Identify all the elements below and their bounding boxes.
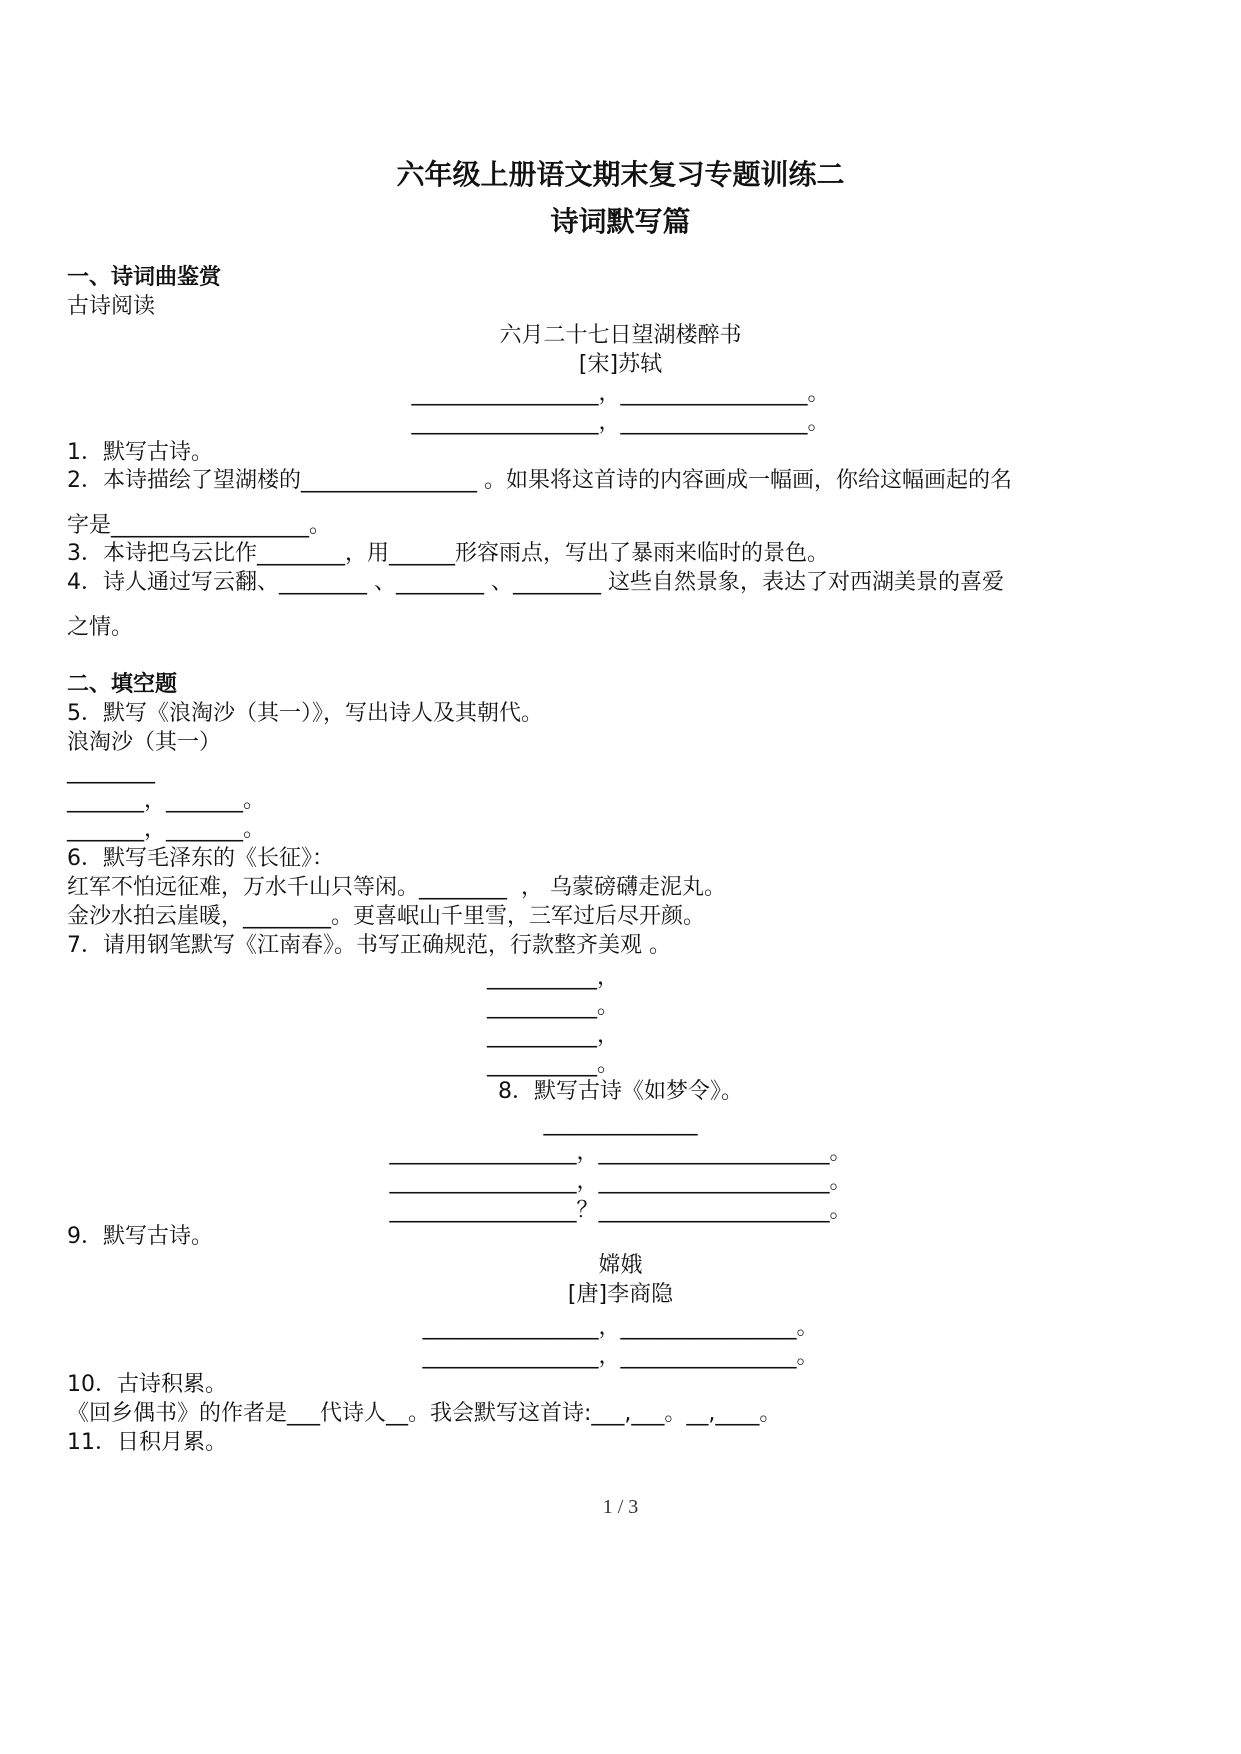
question-10: 10．古诗积累。 [67, 1372, 227, 1397]
section-1-heading: 一、诗词曲鉴赏 [67, 265, 222, 290]
poem-blank-line-1[interactable]: _________________，_________________。 [411, 381, 830, 406]
page-subtitle: 诗词默写篇 [550, 205, 691, 238]
question-6-line-2[interactable]: 金沙水拍云崖暖，________。更喜岷山千里雪，三军过后尽开颜。 [67, 904, 706, 929]
question-9-line-1[interactable]: ________________，________________。 [422, 1315, 819, 1340]
question-6-line-1[interactable]: 红军不怕远征难，万水千山只等闲。________ ， 乌蒙磅礴走泥丸。 [67, 875, 726, 900]
question-8-line-3[interactable]: _________________？_____________________。 [389, 1198, 852, 1223]
question-8-blank-title[interactable]: ______________ [543, 1111, 698, 1136]
question-7-line-3[interactable]: __________， [487, 1023, 620, 1048]
question-10-text[interactable]: 《回乡偶书》的作者是___代诗人__。我会默写这首诗:___,___。__,____。 [67, 1401, 782, 1426]
question-5-blank-author[interactable]: ________ [67, 759, 155, 784]
page-number: 1 / 3 [602, 1496, 639, 1518]
question-9-poem-author: [唐]李商隐 [567, 1282, 674, 1307]
question-9-line-2[interactable]: ________________，________________。 [422, 1344, 819, 1369]
question-7-line-4[interactable]: __________。 [487, 1052, 620, 1077]
page-title: 六年级上册语文期末复习专题训练二 [396, 158, 845, 191]
question-7: 7．请用钢笔默写《江南春》。书写正确规范，行款整齐美观 。 [67, 933, 671, 958]
question-5: 5．默写《浪淘沙（其一）》，写出诗人及其朝代。 [67, 701, 543, 726]
poem-author: [宋]苏轼 [578, 352, 663, 377]
section-1-intro: 古诗阅读 [67, 294, 156, 319]
poem-blank-line-2[interactable]: _________________，_________________。 [411, 410, 830, 435]
question-5-line-2[interactable]: _______，_______。 [67, 817, 266, 842]
poem-title: 六月二十七日望湖楼醉书 [499, 323, 742, 348]
question-5-poem-title: 浪淘沙（其一） [67, 730, 222, 755]
question-8-line-2[interactable]: _________________，_____________________。 [389, 1169, 852, 1194]
question-6: 6．默写毛泽东的《长征》： [67, 846, 334, 871]
question-7-line-1[interactable]: __________， [487, 965, 620, 990]
question-9: 9．默写古诗。 [67, 1224, 213, 1249]
question-9-poem-title: 嫦娥 [598, 1253, 643, 1278]
section-2-heading: 二、填空题 [67, 672, 178, 697]
question-3[interactable]: 3．本诗把乌云比作________，用______形容雨点，写出了暴雨来临时的景色。 [67, 541, 829, 566]
question-4-line-b: 之情。 [67, 615, 134, 640]
question-4-line-a[interactable]: 4．诗人通过写云翻、________ 、________ 、________ 这些自然景象，表达了对西湖美景的喜爱 [67, 570, 1004, 595]
question-8: 8．默写古诗《如梦令》。 [498, 1079, 743, 1104]
question-2-line-b[interactable]: 字是__________________。 [67, 513, 332, 538]
question-11: 11．日积月累。 [67, 1430, 227, 1455]
question-5-line-1[interactable]: _______，_______。 [67, 788, 266, 813]
question-1: 1．默写古诗。 [67, 440, 213, 465]
question-7-line-2[interactable]: __________。 [487, 994, 620, 1019]
question-8-line-1[interactable]: _________________，_____________________。 [389, 1140, 852, 1165]
question-2-line-a[interactable]: 2．本诗描绘了望湖楼的________________ 。如果将这首诗的内容画成一幅画，你给这幅画起的名 [67, 468, 1012, 493]
